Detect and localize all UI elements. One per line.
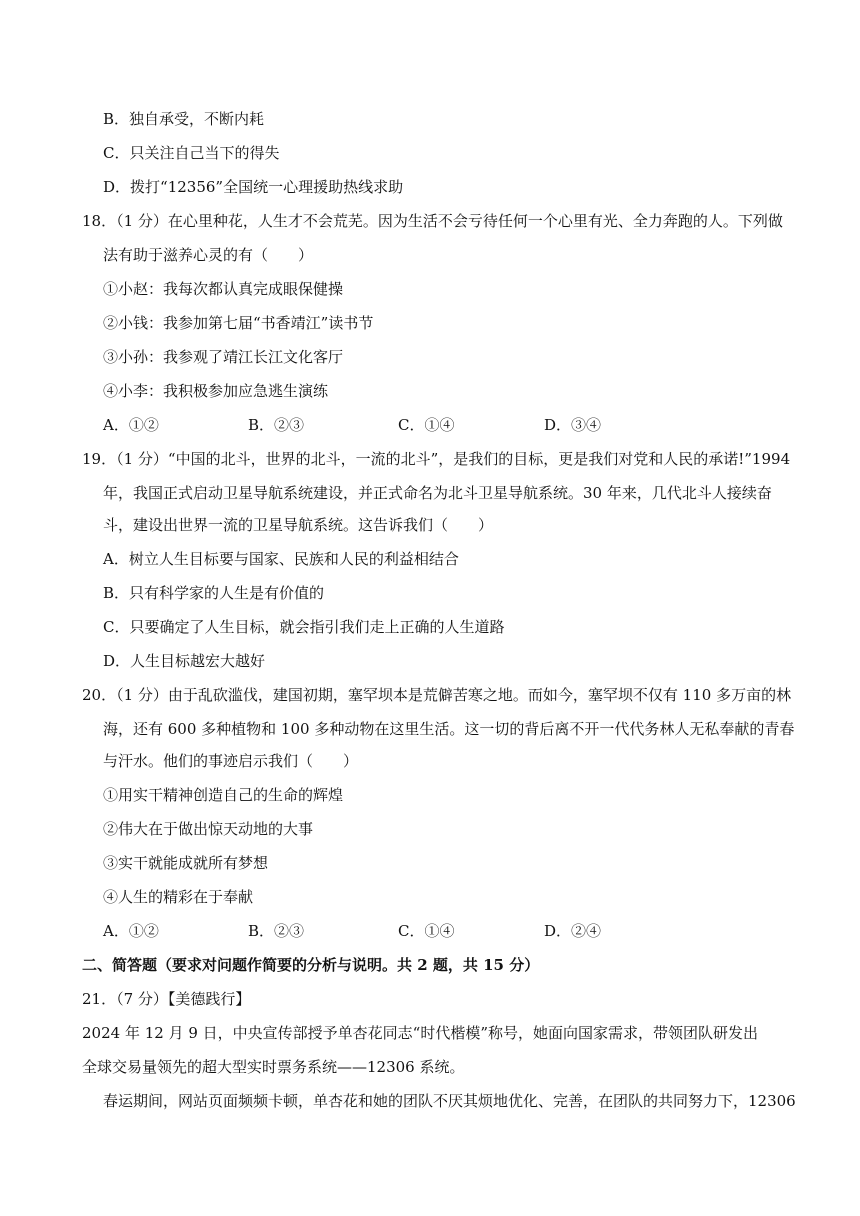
q20-choice-c: C．①④: [398, 922, 455, 940]
q20-item-1: ①用实干精神创造自己的生命的辉煌: [103, 786, 344, 804]
q21-paragraph2-line1: 春运期间，网站页面频频卡顿，单杏花和她的团队不厌其烦地优化、完善，在团队的共同努力下，12306: [103, 1092, 796, 1110]
q20-stem-line1: 20．（1 分）由于乱砍滥伐，建国初期，塞罕坝本是荒僻苦寒之地。而如今，塞罕坝不仅有 110 多万亩的林: [82, 686, 792, 704]
q20-choice-b: B．②③: [248, 922, 305, 940]
q18-choice-d: D．③④: [544, 416, 602, 434]
q21-paragraph1-line2: 全球交易量领先的超大型实时票务系统——12306 系统。: [82, 1058, 465, 1076]
q19-option-a: A．树立人生目标要与国家、民族和人民的利益相结合: [103, 550, 459, 568]
q20-item-2: ②伟大在于做出惊天动地的大事: [103, 820, 314, 838]
q18-stem-line1: 18．（1 分）在心里种花，人生才不会荒芜。因为生活不会亏待任何一个心里有光、全力奔跑的人。下列做: [82, 212, 783, 230]
q20-stem-line3: 与汗水。他们的事迹启示我们（ ）: [103, 752, 359, 770]
q17-option-d: D．拨打“12356”全国统一心理援助热线求助: [103, 178, 404, 196]
q18-choices: [103, 415, 803, 435]
q17-option-c: C．只关注自己当下的得失: [103, 144, 280, 162]
q19-option-d: D．人生目标越宏大越好: [103, 652, 266, 670]
q18-item-4: ④小李：我积极参加应急逃生演练: [103, 382, 329, 400]
q20-choice-a: A．①②: [103, 922, 159, 940]
q18-item-1: ①小赵：我每次都认真完成眼保健操: [103, 280, 344, 298]
section-heading: 二、简答题（要求对问题作简要的分析与说明。共 2 题，共 15 分）: [82, 956, 540, 974]
q21-title: 21．（7 分）【美德践行】: [82, 990, 251, 1008]
q17-option-b: B．独自承受，不断内耗: [103, 110, 265, 128]
q18-choice-a: A．①②: [103, 416, 159, 434]
q18-item-3: ③小孙：我参观了靖江长江文化客厅: [103, 348, 344, 366]
q18-choice-c: C．①④: [398, 416, 455, 434]
q19-option-b: B．只有科学家的人生是有价值的: [103, 584, 325, 602]
q19-option-c: C．只要确定了人生目标，就会指引我们走上正确的人生道路: [103, 618, 505, 636]
q19-stem-line3: 斗，建设出世界一流的卫星导航系统。这告诉我们（ ）: [103, 516, 494, 534]
q20-stem-line2: 海，还有 600 多种植物和 100 多种动物在这里生活。这一切的背后离不开一代代务林人无私奉献的青春: [103, 720, 795, 738]
q20-choice-d: D．②④: [544, 922, 602, 940]
q20-item-3: ③实干就能成就所有梦想: [103, 854, 269, 872]
q21-paragraph1-line1: 2024 年 12 月 9 日，中央宣传部授予单杏花同志“时代楷模”称号，她面向国家需求，带领团队研发出: [82, 1024, 758, 1042]
q20-item-4: ④人生的精彩在于奉献: [103, 888, 254, 906]
q19-stem-line1: 19．（1 分）“中国的北斗，世界的北斗，一流的北斗”，是我们的目标，更是我们对党和人民的承诺!”1994: [82, 450, 791, 468]
q18-choice-b: B．②③: [248, 416, 305, 434]
q19-stem-line2: 年，我国正式启动卫星导航系统建设，并正式命名为北斗卫星导航系统。30 年来，几代北斗人接续奋: [103, 484, 772, 502]
q18-item-2: ②小钱：我参加第七届“书香靖江”读书节: [103, 314, 374, 332]
q20-choices: [103, 921, 803, 941]
q18-stem-line2: 法有助于滋养心灵的有（ ）: [103, 246, 314, 264]
